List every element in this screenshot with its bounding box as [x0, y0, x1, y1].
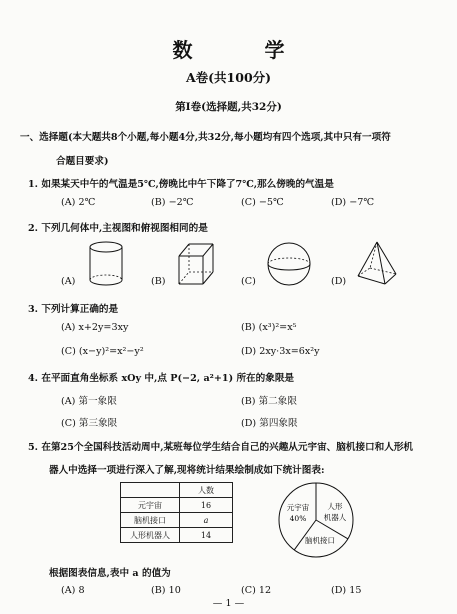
pyramid-icon	[355, 240, 399, 288]
question-3-option-d[interactable]: (D) 2xy·3x=6x²y	[241, 346, 320, 357]
question-5-option-b[interactable]: (B) 10	[151, 585, 181, 596]
question-3-option-c[interactable]: (C) (x−y)²=x²−y²	[61, 346, 144, 357]
table-header-row	[121, 483, 233, 498]
question-5-stem-line-1: 5. 在第25个全国科技活动周中,某班每位学生结合自己的兴趣从元宇宙、脑机接口和人形机	[28, 442, 414, 453]
table-header-cell: 人数	[180, 483, 233, 498]
pie-label-metaverse: 元宇宙	[286, 503, 310, 512]
sphere-icon	[265, 240, 313, 288]
question-4-option-a[interactable]: (A) 第一象限	[61, 396, 117, 407]
table-cell: 人形机器人	[121, 528, 180, 543]
statistics-table	[120, 482, 233, 543]
page-number: — 1 —	[212, 598, 245, 609]
question-2-option-c[interactable]: (C)	[241, 276, 256, 287]
question-2-stem: 2. 下列几何体中,主视图和俯视图相同的是	[28, 223, 208, 234]
instructions-line-1: 一、选择题(本大题共8个小题,每小题4分,共32分,每小题均有四个选项,其中只有一项符	[20, 132, 391, 143]
table-cell: a	[180, 513, 233, 528]
question-4-option-d[interactable]: (D) 第四象限	[241, 418, 298, 429]
question-3-stem: 3. 下列计算正确的是	[28, 304, 119, 315]
pie-label-bci: 脑机接口	[305, 536, 335, 545]
pie-divider	[294, 520, 316, 550]
question-1-option-a[interactable]: (A) 2℃	[61, 197, 96, 208]
table-cell: 元宇宙	[121, 498, 180, 513]
pie-label-robot-1: 人形	[327, 502, 343, 511]
table-cell: 脑机接口	[121, 513, 180, 528]
question-3-option-b[interactable]: (B) (x³)²=x⁵	[241, 322, 297, 333]
question-1-option-c[interactable]: (C) −5℃	[241, 197, 284, 208]
pie-label-robot-2: 机器人	[323, 513, 347, 522]
question-1-option-b[interactable]: (B) −2℃	[151, 197, 194, 208]
question-4-option-c[interactable]: (C) 第三象限	[61, 418, 118, 429]
question-5-option-d[interactable]: (D) 15	[331, 585, 362, 596]
question-5-prompt: 根据图表信息,表中 a 的值为	[49, 568, 171, 579]
section-title: 第Ⅰ卷(选择题,共32分)	[175, 101, 282, 113]
question-2-option-d[interactable]: (D)	[331, 276, 347, 287]
table-row	[121, 513, 233, 528]
question-1-stem: 1. 如果某天中午的气温是5℃,傍晚比中午下降了7℃,那么傍晚的气温是	[28, 179, 334, 190]
cylinder-icon	[86, 240, 126, 288]
page-title: 数 学	[172, 38, 311, 62]
table-cell: 14	[180, 528, 233, 543]
pie-chart	[276, 480, 356, 560]
table-cell: 16	[180, 498, 233, 513]
triangular-prism-icon	[175, 240, 219, 288]
table-header-cell	[121, 483, 180, 498]
table-row	[121, 498, 233, 513]
question-5-option-a[interactable]: (A) 8	[61, 585, 85, 596]
question-3-option-a[interactable]: (A) x+2y=3xy	[61, 322, 129, 333]
question-4-stem: 4. 在平面直角坐标系 xOy 中,点 P(−2, a²+1) 所在的象限是	[28, 373, 295, 384]
question-4-option-b[interactable]: (B) 第二象限	[241, 396, 297, 407]
question-2-option-b[interactable]: (B)	[151, 276, 166, 287]
question-1-option-d[interactable]: (D) −7℃	[331, 197, 375, 208]
question-2-option-a[interactable]: (A)	[61, 276, 76, 287]
table-row	[121, 528, 233, 543]
instructions-line-2: 合题目要求)	[56, 156, 109, 167]
question-5-option-c[interactable]: (C) 12	[241, 585, 272, 596]
paper-subtitle: A卷(共100分)	[185, 70, 272, 85]
pie-label-percent: 40%	[289, 514, 307, 523]
question-5-stem-line-2: 器人中选择一项进行深入了解,现将统计结果绘制成如下统计图表:	[49, 465, 325, 476]
